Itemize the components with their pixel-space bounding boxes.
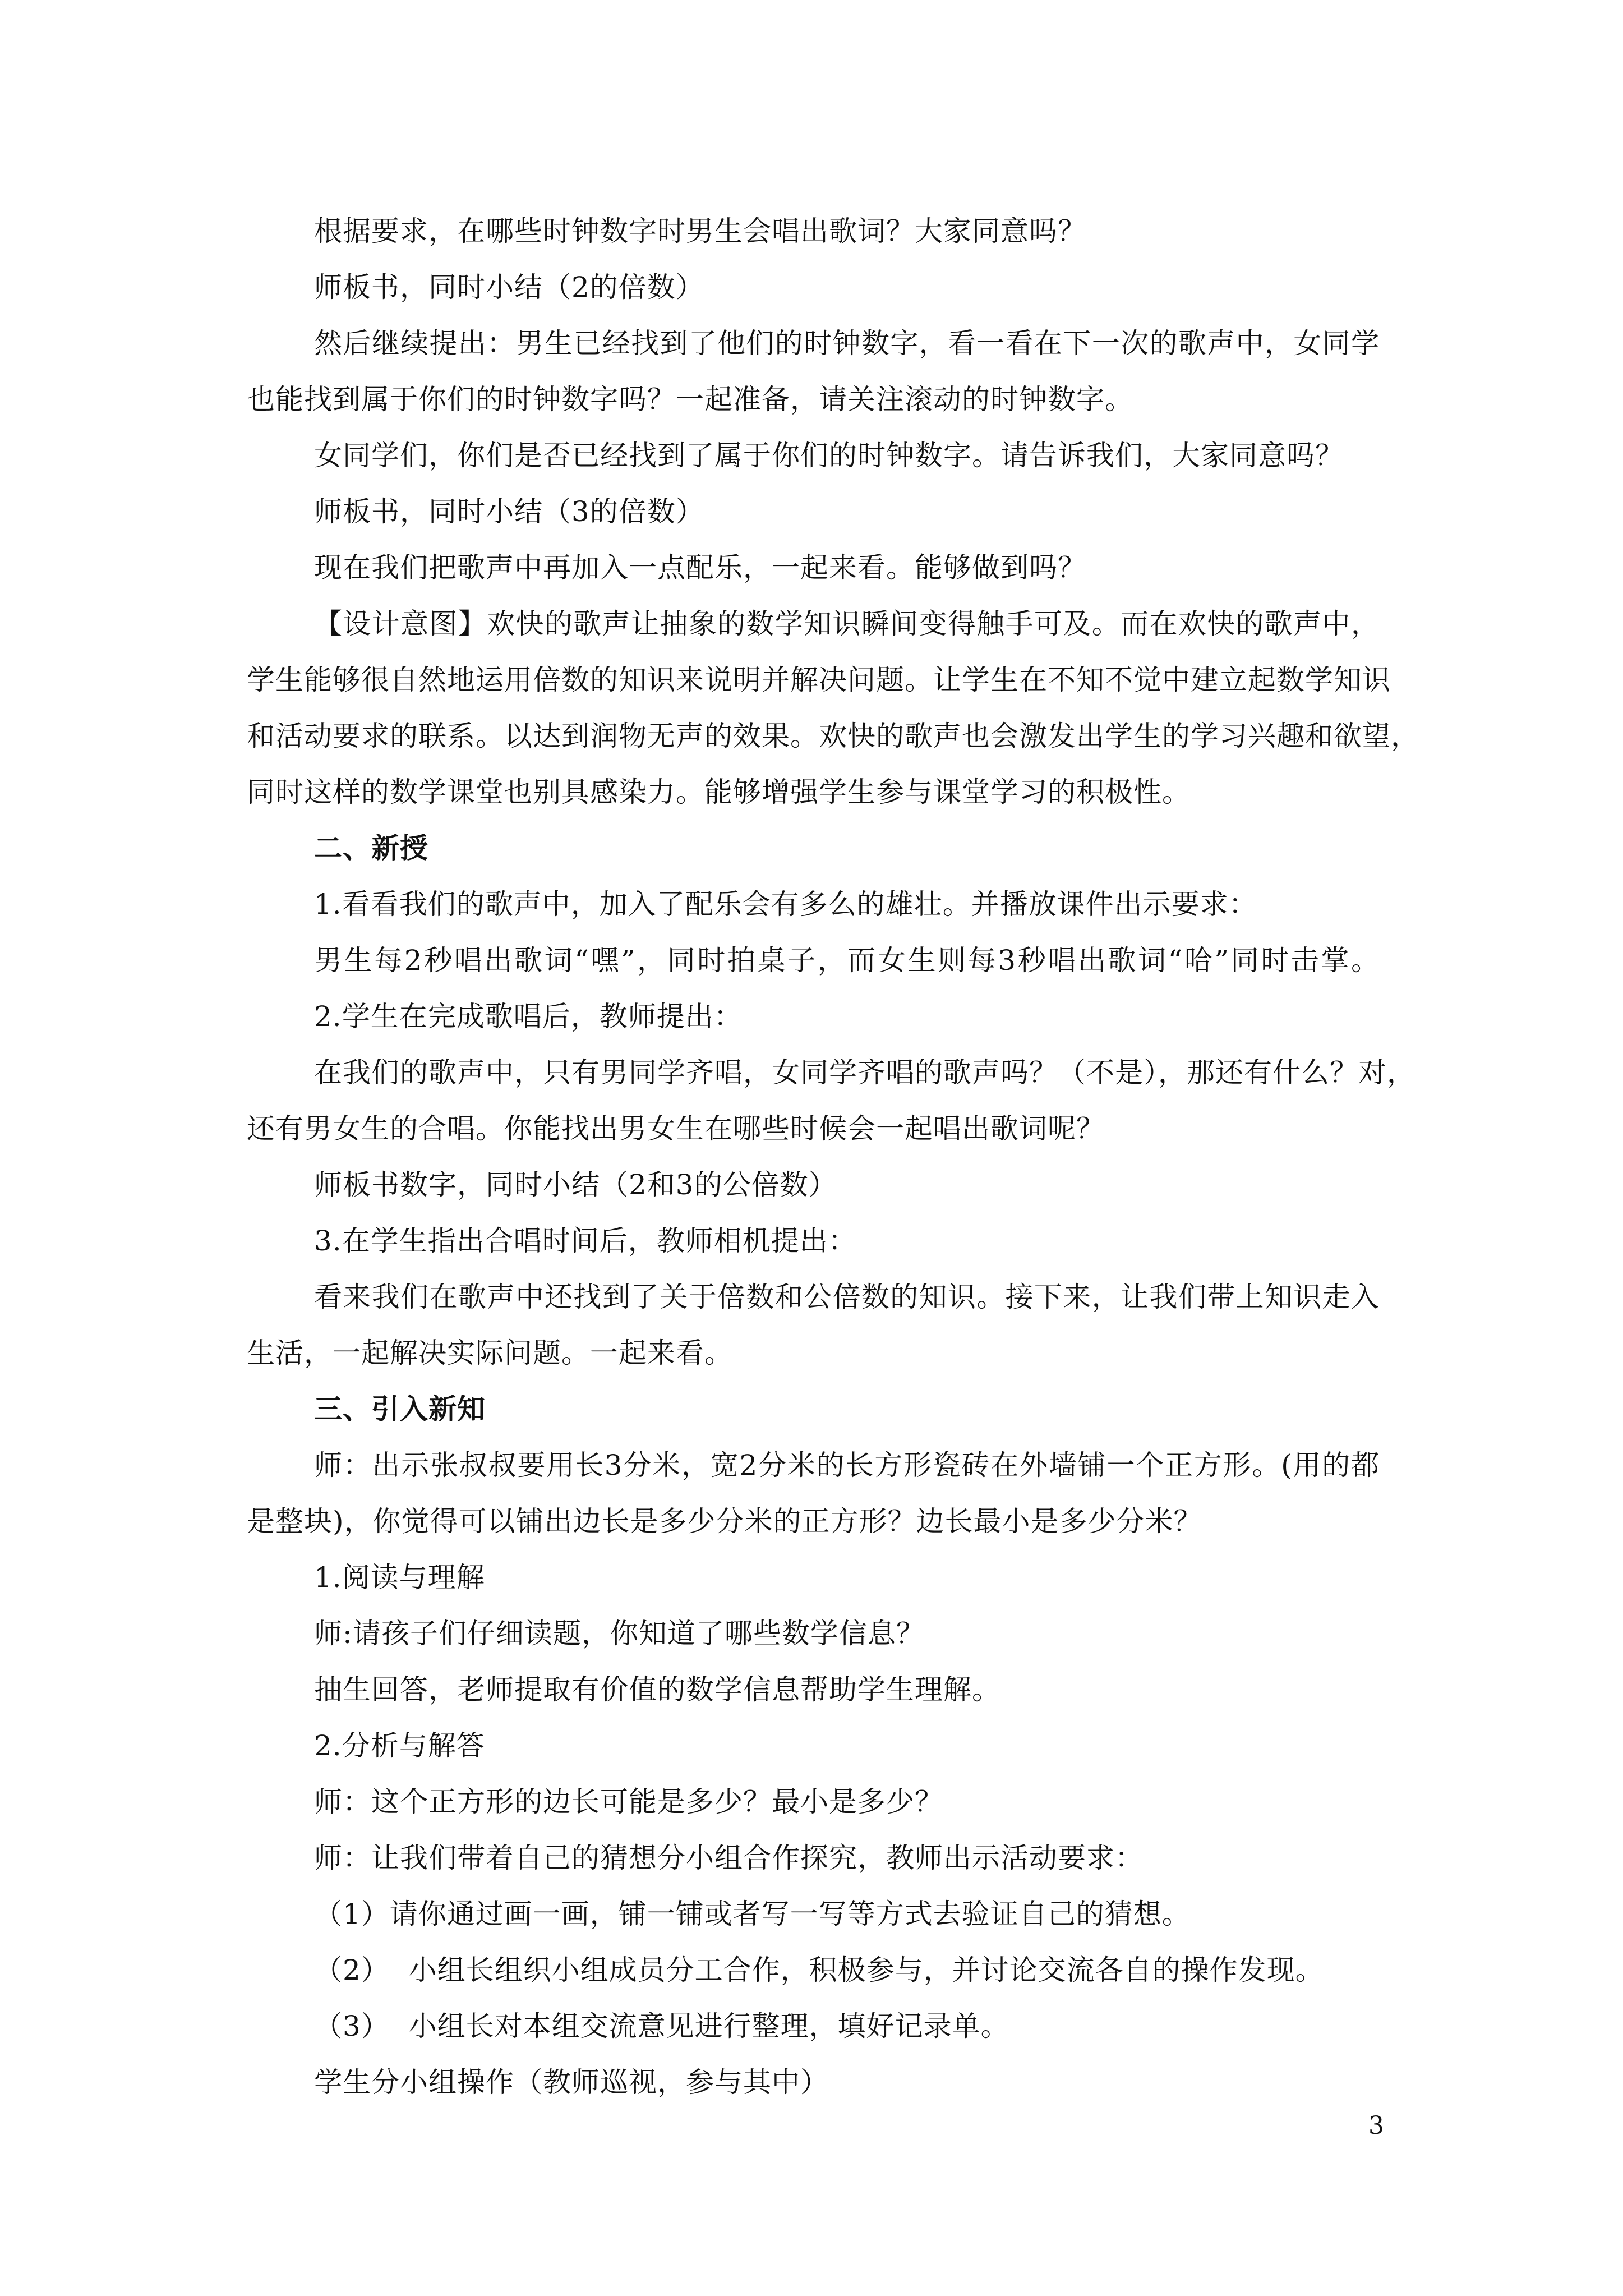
paragraph-line: 3.在学生指出合唱时间后，教师相机提出：	[314, 1225, 857, 1257]
paragraph-line: 师：这个正方形的边长可能是多少？最小是多少？	[314, 1786, 943, 1818]
section-heading: 二、新授	[314, 831, 428, 864]
paragraph-line: 师板书数字，同时小结（2和3的公倍数）	[314, 1168, 837, 1201]
paragraph-line: 看来我们在歌声中还找到了关于倍数和公倍数的知识。接下来，让我们带上知识走入	[314, 1281, 1380, 1313]
section-heading: 三、引入新知	[314, 1392, 486, 1425]
paragraph-line: 师:请孩子们仔细读题，你知道了哪些数学信息？	[314, 1617, 925, 1650]
paragraph-line: 学生能够很自然地运用倍数的知识来说明并解决问题。让学生在不知不觉中建立起数学知识	[247, 664, 1391, 696]
paragraph-line: 男生每2秒唱出歌词“嘿”，同时拍桌子，而女生则每3秒唱出歌词“哈”同时击掌。	[314, 944, 1380, 977]
paragraph-line: 1.看看我们的歌声中，加入了配乐会有多么的雄壮。并播放课件出示要求：	[314, 888, 1257, 921]
paragraph-line: 2.分析与解答	[314, 1729, 485, 1762]
paragraph-line: 根据要求，在哪些时钟数字时男生会唱出歌词？大家同意吗？	[314, 215, 1086, 247]
paragraph-line: 师：让我们带着自己的猜想分小组合作探究，教师出示活动要求：	[314, 1842, 1144, 1874]
paragraph-line: 现在我们把歌声中再加入一点配乐，一起来看。能够做到吗？	[314, 551, 1086, 584]
paragraph-line: （1）请你通过画一画，铺一铺或者写一写等方式去验证自己的猜想。	[314, 1898, 1191, 1930]
paragraph-line: 师板书，同时小结（2的倍数）	[314, 271, 704, 303]
paragraph-line: 2.学生在完成歌唱后，教师提出：	[314, 1000, 743, 1033]
paragraph-line: 在我们的歌声中，只有男同学齐唱，女同学齐唱的歌声吗？（不是），那还有什么？对，	[314, 1056, 1415, 1089]
paragraph-line: （3） 小组长对本组交流意见进行整理，填好记录单。	[314, 2010, 1009, 2042]
paragraph-line: 是整块)，你觉得可以铺出边长是多少分米的正方形？边长最小是多少分米？	[247, 1505, 1202, 1538]
paragraph-line: 1.阅读与理解	[314, 1561, 485, 1594]
paragraph-line: 女同学们，你们是否已经找到了属于你们的时钟数字。请告诉我们，大家同意吗？	[314, 439, 1344, 472]
paragraph-line: 生活，一起解决实际问题。一起来看。	[247, 1337, 733, 1369]
paragraph-line: 同时这样的数学课堂也别具感染力。能够增强学生参与课堂学习的积极性。	[247, 776, 1191, 808]
paragraph-line: （2） 小组长组织小组成员分工合作，积极参与，并讨论交流各自的操作发现。	[314, 1954, 1324, 1986]
paragraph-line: 师板书，同时小结（3的倍数）	[314, 495, 704, 528]
paragraph-line: 师：出示张叔叔要用长3分米，宽2分米的长方形瓷砖在外墙铺一个正方形。(用的都	[314, 1449, 1380, 1481]
paragraph-line: 学生分小组操作（教师巡视，参与其中）	[314, 2066, 829, 2099]
paragraph-line: 和活动要求的联系。以达到润物无声的效果。欢快的歌声也会激发出学生的学习兴趣和欲望，	[247, 720, 1419, 752]
paragraph-line: 抽生回答，老师提取有价值的数学信息帮助学生理解。	[314, 1673, 1000, 1706]
paragraph-line: 还有男女生的合唱。你能找出男女生在哪些时候会一起唱出歌词呢？	[247, 1112, 1105, 1145]
paragraph-line: 也能找到属于你们的时钟数字吗？一起准备，请关注滚动的时钟数字。	[247, 383, 1133, 416]
paragraph-line: 然后继续提出：男生已经找到了他们的时钟数字，看一看在下一次的歌声中，女同学	[314, 327, 1380, 360]
paragraph-line: 【设计意图】欢快的歌声让抽象的数学知识瞬间变得触手可及。而在欢快的歌声中，	[314, 608, 1380, 640]
page-number: 3	[1368, 2111, 1384, 2140]
